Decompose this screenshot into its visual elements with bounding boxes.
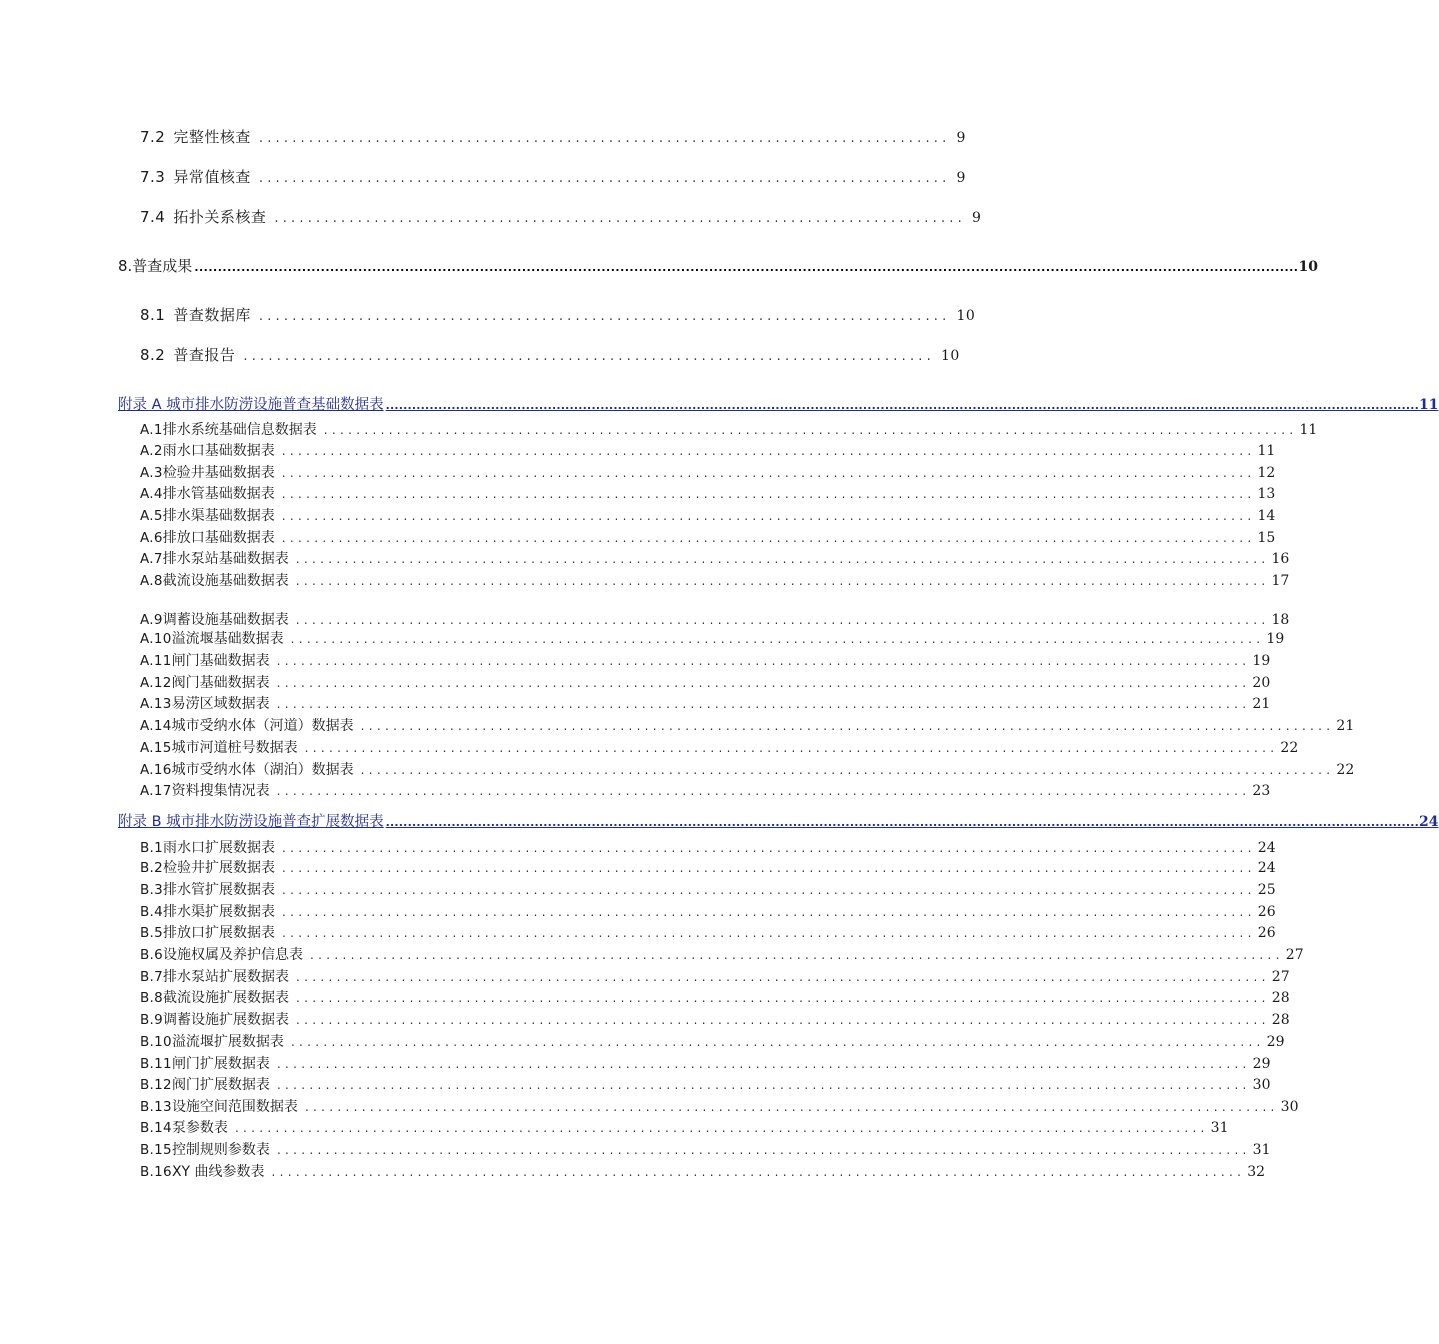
item-page: 29: [1252, 1056, 1271, 1072]
item-title: 排水系统基础信息数据表: [162, 422, 317, 438]
item-title: 易涝区域数据表: [171, 696, 270, 712]
toc-item[interactable]: [140, 944, 1304, 964]
dot-leader: ........................................................................................................................: [282, 926, 1256, 940]
dot-leader: ........................................................................................................................: [360, 719, 1335, 733]
toc-item[interactable]: [140, 609, 1290, 629]
dot-leader: ........................................................................................................................: [295, 552, 1270, 566]
item-code: A.14: [140, 718, 172, 734]
toc-appendix-b-link[interactable]: [118, 810, 1439, 831]
item-title: 排放口基础数据表: [162, 530, 275, 546]
item-code: B.7: [140, 969, 164, 985]
item-title: 排水管扩展数据表: [163, 882, 276, 898]
dot-leader: ...................................................................................: [258, 131, 951, 146]
toc-item[interactable]: [140, 1139, 1271, 1159]
dot-leader: ........................................................................................................................: [281, 487, 1256, 501]
item-code: B.9: [140, 1012, 164, 1028]
dot-leader: ............................................................................................................................................................................................................................................: [385, 399, 1420, 412]
toc-item[interactable]: [140, 1117, 1229, 1137]
dot-leader: ........................................................................................................................: [290, 1035, 1265, 1049]
toc-item[interactable]: [140, 737, 1299, 757]
item-title: 检验井扩展数据表: [163, 860, 276, 876]
dot-leader: ........................................................................................................................: [281, 466, 1256, 480]
dot-leader: ........................................................................................................................: [234, 1121, 1209, 1135]
item-title: 截流设施基础数据表: [162, 573, 289, 589]
toc-item[interactable]: [140, 440, 1276, 460]
item-page: 14: [1257, 508, 1276, 524]
dot-leader: ........................................................................................................................: [282, 905, 1256, 919]
appendix-title: 附录 A 城市排水防涝设施普查基础数据表: [118, 397, 384, 413]
dot-leader: ........................................................................................................................: [296, 1013, 1270, 1027]
item-code: B.15: [140, 1142, 172, 1158]
item-title: 城市受纳水体（河道）数据表: [171, 718, 354, 734]
toc-item[interactable]: [140, 462, 1276, 482]
item-title: 排水渠基础数据表: [162, 508, 275, 524]
toc-entry-7-3[interactable]: [140, 166, 966, 187]
item-page: 29: [1266, 1034, 1285, 1050]
toc-item[interactable]: [140, 1053, 1271, 1073]
dot-leader: ........................................................................................................................: [276, 654, 1251, 668]
dot-leader: ........................................................................................................................: [323, 423, 1298, 437]
dot-leader: ........................................................................................................................: [276, 1143, 1251, 1157]
toc-item[interactable]: [140, 857, 1276, 877]
item-code: A.16: [140, 762, 172, 778]
toc-item[interactable]: [140, 1096, 1299, 1116]
item-page: 13: [1257, 486, 1276, 502]
dot-leader: ........................................................................................................................: [360, 763, 1335, 777]
item-code: B.5: [140, 925, 164, 941]
item-page: 24: [1257, 860, 1276, 876]
item-page: 22: [1336, 762, 1355, 778]
dot-leader: ........................................................................................................................: [295, 613, 1270, 627]
toc-item[interactable]: [140, 483, 1276, 503]
dot-leader: ........................................................................................................................: [276, 1078, 1251, 1092]
entry-title: 拓扑关系核查: [173, 208, 267, 226]
toc-appendix-a-link[interactable]: [118, 393, 1439, 414]
item-code: A.2: [140, 443, 163, 459]
item-code: A.15: [140, 740, 172, 756]
item-title: 设施权属及养护信息表: [163, 947, 304, 963]
item-page: 16: [1271, 551, 1290, 567]
item-code: B.4: [140, 904, 164, 920]
item-page: 31: [1252, 1142, 1271, 1158]
item-title: 资料搜集情况表: [171, 783, 270, 799]
item-page: 21: [1252, 696, 1271, 712]
item-title: 控制规则参数表: [171, 1142, 270, 1158]
item-code: B.1: [140, 840, 164, 856]
item-page: 28: [1271, 1012, 1290, 1028]
chapter-title: 8.普查成果: [118, 257, 193, 275]
item-title: 泵参数表: [171, 1120, 228, 1136]
entry-title: 异常值核查: [173, 168, 251, 186]
appendix-page: 11: [1419, 397, 1439, 413]
item-code: A.12: [140, 675, 172, 691]
item-title: XY 曲线参数表: [171, 1164, 265, 1180]
item-code: B.12: [140, 1077, 172, 1093]
item-page: 15: [1257, 530, 1276, 546]
toc-item[interactable]: [140, 759, 1355, 779]
item-code: A.4: [140, 486, 163, 502]
item-page: 12: [1257, 465, 1276, 481]
entry-page: 10: [956, 308, 976, 324]
dot-leader: ........................................................................................................................: [276, 676, 1251, 690]
item-page: 11: [1257, 443, 1276, 459]
entry-title: 普查报告: [173, 346, 236, 364]
dot-leader: ........................................................................................................................: [296, 991, 1270, 1005]
toc-item[interactable]: [140, 837, 1276, 857]
entry-number: 8.1: [140, 306, 166, 324]
item-page: 28: [1271, 990, 1290, 1006]
dot-leader: ........................................................................................................................: [296, 970, 1270, 984]
item-page: 17: [1271, 573, 1290, 589]
item-code: B.3: [140, 882, 164, 898]
item-title: 排放口扩展数据表: [163, 925, 276, 941]
dot-leader: ........................................................................................................................: [276, 784, 1251, 798]
item-page: 19: [1266, 631, 1285, 647]
item-title: 溢流堰基础数据表: [171, 631, 284, 647]
appendix-page: 24: [1419, 814, 1439, 830]
item-code: B.11: [140, 1056, 172, 1072]
toc-item[interactable]: [140, 1074, 1271, 1094]
item-page: 32: [1247, 1164, 1266, 1180]
dot-leader: ........................................................................................................................: [310, 948, 1284, 962]
item-page: 21: [1336, 718, 1355, 734]
item-page: 24: [1257, 840, 1276, 856]
item-title: 调蓄设施扩展数据表: [163, 1012, 290, 1028]
item-code: A.11: [140, 653, 172, 669]
item-title: 排水泵站基础数据表: [162, 551, 289, 567]
toc-item[interactable]: [140, 650, 1271, 670]
entry-number: 7.3: [140, 168, 166, 186]
item-page: 26: [1257, 925, 1276, 941]
toc-item[interactable]: [140, 966, 1290, 986]
entry-number: 8.2: [140, 346, 166, 364]
toc-item[interactable]: [140, 505, 1276, 525]
dot-leader: ........................................................................................................................: [282, 841, 1256, 855]
dot-leader: ...................................................................................: [258, 309, 951, 324]
item-title: 雨水口扩展数据表: [163, 840, 276, 856]
item-code: A.9: [140, 612, 163, 628]
item-code: A.5: [140, 508, 163, 524]
dot-leader: ............................................................................................................................................................................................................................................: [385, 816, 1420, 829]
dot-leader: ............................................................................................................................................................................................................................................: [194, 261, 1299, 274]
toc-entry-7-2[interactable]: [140, 126, 966, 147]
entry-number: 7.2: [140, 128, 166, 146]
item-code: A.13: [140, 696, 172, 712]
dot-leader: ........................................................................................................................: [276, 697, 1251, 711]
entry-title: 普查数据库: [173, 306, 251, 324]
toc-item[interactable]: [140, 628, 1285, 648]
item-page: 23: [1252, 783, 1271, 799]
entry-page: 9: [971, 210, 982, 226]
item-title: 排水管基础数据表: [162, 486, 275, 502]
toc-item[interactable]: [140, 419, 1318, 439]
item-title: 城市河道桩号数据表: [171, 740, 298, 756]
toc-item[interactable]: [140, 780, 1271, 800]
chapter-page: 10: [1298, 259, 1318, 275]
item-code: B.10: [140, 1034, 172, 1050]
item-page: 11: [1299, 422, 1318, 438]
toc-entry-7-4[interactable]: [140, 206, 982, 227]
dot-leader: ........................................................................................................................: [281, 444, 1256, 458]
toc-item[interactable]: [140, 1161, 1266, 1181]
dot-leader: ...................................................................................: [258, 171, 951, 186]
item-page: 19: [1252, 653, 1271, 669]
item-page: 31: [1210, 1120, 1229, 1136]
entry-page: 9: [956, 130, 966, 146]
toc-entry-8-1[interactable]: [140, 304, 976, 325]
item-title: 阀门基础数据表: [171, 675, 270, 691]
dot-leader: ...................................................................................: [274, 211, 966, 226]
item-page: 18: [1271, 612, 1290, 628]
dot-leader: ........................................................................................................................: [304, 741, 1279, 755]
toc-item[interactable]: [140, 922, 1276, 942]
item-page: 27: [1285, 947, 1304, 963]
item-code: A.3: [140, 465, 163, 481]
item-code: B.16: [140, 1164, 172, 1180]
item-title: 闸门基础数据表: [171, 653, 270, 669]
item-title: 设施空间范围数据表: [171, 1099, 298, 1115]
entry-title: 完整性核查: [173, 128, 251, 146]
toc-item[interactable]: [140, 570, 1290, 590]
dot-leader: ........................................................................................................................: [304, 1100, 1279, 1114]
toc-entry-8-2[interactable]: [140, 344, 960, 365]
toc-item[interactable]: [140, 527, 1276, 547]
item-title: 截流设施扩展数据表: [163, 990, 290, 1006]
dot-leader: ........................................................................................................................: [276, 1057, 1251, 1071]
item-title: 雨水口基础数据表: [162, 443, 275, 459]
item-code: B.8: [140, 990, 164, 1006]
dot-leader: ........................................................................................................................: [282, 883, 1256, 897]
toc-item[interactable]: [140, 548, 1290, 568]
toc-item[interactable]: [140, 715, 1355, 735]
dot-leader: ........................................................................................................................: [290, 632, 1265, 646]
entry-page: 9: [956, 170, 966, 186]
entry-number: 7.4: [140, 208, 166, 226]
item-code: A.7: [140, 551, 163, 567]
dot-leader: ........................................................................................................................: [271, 1165, 1246, 1179]
toc-item[interactable]: [140, 901, 1276, 921]
toc-chapter-8[interactable]: [118, 255, 1318, 276]
item-code: A.17: [140, 783, 172, 799]
toc-item[interactable]: [140, 987, 1290, 1007]
toc-item[interactable]: [140, 1009, 1290, 1029]
item-page: 30: [1280, 1099, 1299, 1115]
toc-item[interactable]: [140, 879, 1276, 899]
item-page: 30: [1252, 1077, 1271, 1093]
item-title: 检验井基础数据表: [162, 465, 275, 481]
dot-leader: ........................................................................................................................: [281, 509, 1256, 523]
item-page: 26: [1257, 904, 1276, 920]
item-code: A.8: [140, 573, 163, 589]
item-title: 溢流堰扩展数据表: [171, 1034, 284, 1050]
item-title: 排水渠扩展数据表: [163, 904, 276, 920]
item-page: 27: [1271, 969, 1290, 985]
item-code: B.2: [140, 860, 164, 876]
toc-item[interactable]: [140, 672, 1271, 692]
item-title: 城市受纳水体（湖泊）数据表: [171, 762, 354, 778]
dot-leader: ........................................................................................................................: [282, 861, 1256, 875]
item-code: A.1: [140, 422, 163, 438]
item-page: 25: [1257, 882, 1276, 898]
toc-item[interactable]: [140, 1031, 1285, 1051]
item-page: 22: [1280, 740, 1299, 756]
item-code: B.14: [140, 1120, 172, 1136]
item-code: A.10: [140, 631, 172, 647]
dot-leader: ........................................................................................................................: [295, 574, 1270, 588]
appendix-title: 附录 B 城市排水防涝设施普查扩展数据表: [118, 814, 384, 830]
item-code: B.6: [140, 947, 164, 963]
dot-leader: ........................................................................................................................: [281, 531, 1256, 545]
item-title: 调蓄设施基础数据表: [162, 612, 289, 628]
item-title: 闸门扩展数据表: [171, 1056, 270, 1072]
item-code: B.13: [140, 1099, 172, 1115]
entry-page: 10: [940, 348, 960, 364]
item-code: A.6: [140, 530, 163, 546]
item-title: 阀门扩展数据表: [171, 1077, 270, 1093]
item-page: 20: [1252, 675, 1271, 691]
toc-item[interactable]: [140, 693, 1271, 713]
dot-leader: ...................................................................................: [243, 349, 935, 364]
item-title: 排水泵站扩展数据表: [163, 969, 290, 985]
